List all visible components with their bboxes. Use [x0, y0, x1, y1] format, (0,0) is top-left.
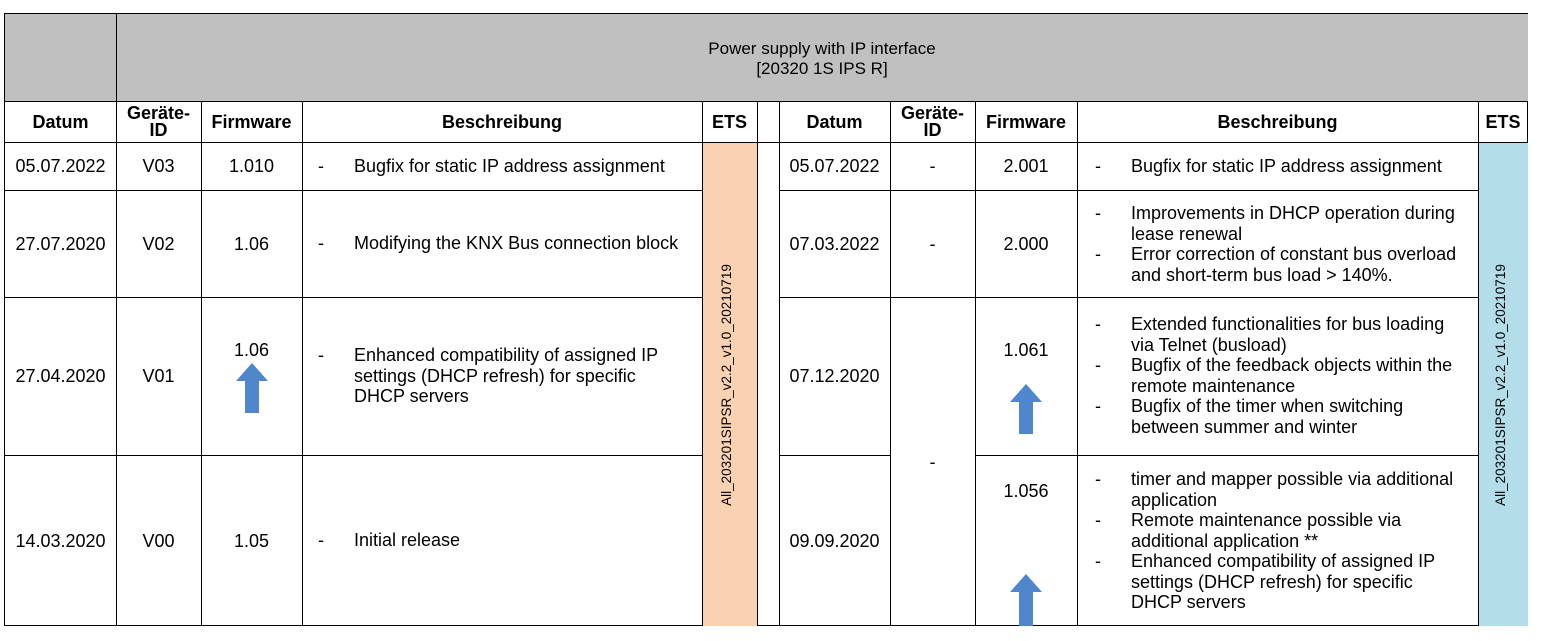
left-row-3-datum: 14.03.2020	[15, 530, 106, 551]
desc-text: Extended functionalities for bus loading via Telnet (busload)	[1131, 314, 1445, 355]
col-header-ets-right: ETS	[1485, 111, 1521, 132]
bullet-dash: -	[1095, 203, 1101, 223]
bullet-dash: -	[1095, 314, 1101, 334]
right-row-1-firmware: 2.000	[1003, 233, 1049, 254]
bullet-dash: -	[1095, 469, 1101, 489]
bullet-dash: -	[1095, 156, 1101, 176]
bullet-dash: -	[1095, 396, 1101, 416]
col-header-beschreibung: Beschreibung	[441, 111, 563, 132]
bullet-dash: -	[318, 530, 324, 550]
right-row-1-datum: 07.03.2022	[789, 233, 880, 254]
col-header-geraete-id-line1: Geräte-	[126, 103, 191, 123]
arrow-up-icon	[1010, 574, 1042, 626]
left-row-1-firmware: 1.06	[233, 233, 270, 254]
col-header-geraete-id-right-line1: Geräte-	[900, 103, 965, 123]
right-row-2-firmware: 1.061	[1003, 339, 1049, 360]
left-row-3-id: V00	[142, 530, 175, 551]
desc-text: Bugfix of the feedback objects within the remote maintenance	[1131, 355, 1453, 396]
left-row-2-id: V01	[142, 366, 175, 386]
left-row-1-datum: 27.07.2020	[15, 233, 106, 254]
col-header-ets: ETS	[711, 111, 747, 132]
left-row-0-desc	[318, 156, 688, 177]
col-header-geraete-id-right	[890, 102, 975, 142]
right-row-3-datum: 09.09.2020	[789, 530, 880, 551]
right-row-0-firmware: 2.001	[1003, 156, 1049, 176]
ets-left-label: All_203201SIPSR_v2.2_v1.0_20210719	[719, 264, 734, 506]
left-row-0-datum: 05.07.2022	[15, 156, 106, 176]
col-header-datum-right: Datum	[806, 111, 863, 132]
desc-text: timer and mapper possible via additional application	[1131, 469, 1454, 510]
left-row-0-firmware: 1.010	[228, 156, 275, 176]
title-line-2: [20320 1S IPS R]	[756, 59, 888, 78]
ets-right-label: All_203201SIPSR_v2.2_v1.0_20210719	[1493, 264, 1508, 506]
title-line-1: Power supply with IP interface	[708, 39, 936, 58]
col-header-beschreibung-right: Beschreibung	[1217, 111, 1338, 132]
desc-text: Modifying the KNX Bus connection block	[354, 233, 679, 253]
left-row-3-firmware: 1.05	[233, 530, 270, 551]
bullet-dash: -	[318, 233, 324, 253]
col-header-geraete-id-line2: ID	[149, 120, 168, 140]
bullet-dash: -	[1095, 551, 1101, 571]
right-row-3-firmware: 1.056	[1003, 480, 1049, 501]
release-notes-table	[4, 13, 1528, 626]
col-header-datum: Datum	[32, 111, 89, 132]
col-header-geraete-id	[116, 102, 201, 142]
page-title	[116, 39, 1528, 79]
col-header-firmware-right: Firmware	[985, 111, 1067, 132]
desc-text: Bugfix of the timer when switching between summer and winter	[1131, 396, 1404, 437]
arrow-up-icon	[236, 363, 268, 413]
right-row-1-id: -	[929, 233, 936, 254]
bullet-dash: -	[318, 156, 324, 176]
right-row-0-id: -	[929, 156, 936, 176]
desc-text: Bugfix for static IP address assignment	[354, 156, 665, 176]
right-row-2-id-text: -	[929, 451, 936, 472]
header-corner	[5, 14, 116, 101]
desc-text: Enhanced compatibility of assigned IP settings (DHCP refresh) for specific DHCP servers	[1131, 551, 1435, 612]
left-row-2-desc	[318, 345, 663, 407]
right-row-3-desc	[1095, 469, 1455, 613]
left-row-3-desc	[318, 530, 688, 551]
left-row-2-datum: 27.04.2020	[15, 366, 106, 386]
right-row-1-desc	[1095, 203, 1465, 285]
desc-text: Improvements in DHCP operation during lease renewal	[1131, 203, 1455, 244]
right-row-2-desc	[1095, 314, 1465, 437]
right-row-0-desc	[1095, 156, 1465, 177]
col-header-firmware: Firmware	[211, 111, 292, 132]
right-row-2-datum: 07.12.2020	[789, 366, 880, 386]
left-row-2-firmware: 1.06	[233, 339, 270, 360]
bullet-dash: -	[318, 345, 324, 365]
desc-text: Bugfix for static IP address assignment	[1131, 156, 1442, 176]
left-row-0-id: V03	[142, 156, 175, 176]
desc-text: Enhanced compatibility of assigned IP settings (DHCP refresh) for specific DHCP servers	[354, 345, 658, 406]
arrow-up-icon	[1010, 384, 1042, 434]
col-header-geraete-id-right-line2: ID	[923, 120, 942, 140]
right-row-0-datum: 05.07.2022	[789, 156, 880, 176]
desc-text: Remote maintenance possible via additional application **	[1131, 510, 1402, 551]
left-row-1-id: V02	[142, 233, 175, 254]
desc-text: Initial release	[354, 530, 461, 550]
bullet-dash: -	[1095, 244, 1101, 264]
bullet-dash: -	[1095, 355, 1101, 375]
bullet-dash: -	[1095, 510, 1101, 530]
right-row-2-id	[890, 298, 975, 626]
desc-text: Error correction of constant bus overload and short-term bus load > 140%.	[1131, 244, 1457, 285]
left-row-1-desc	[318, 233, 698, 254]
